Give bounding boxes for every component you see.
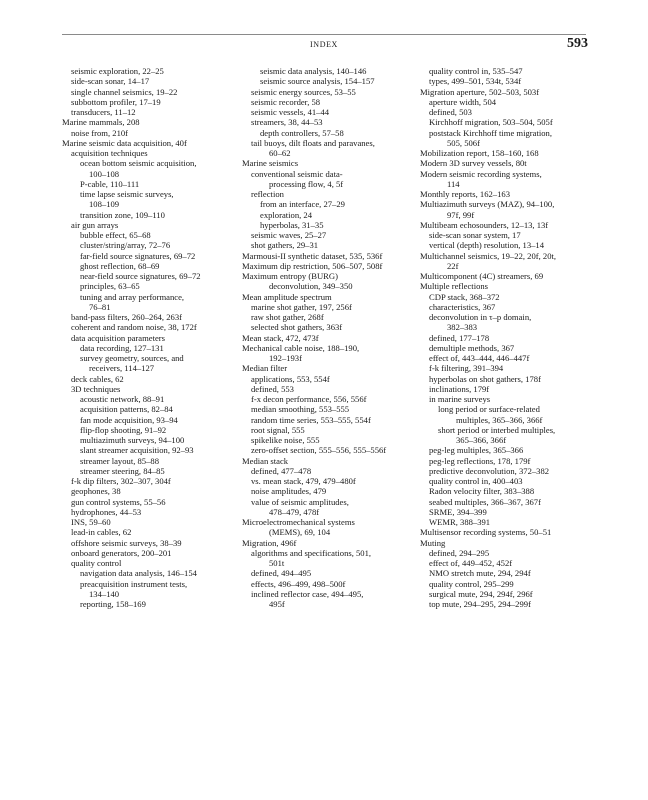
- index-entry: 505, 506f: [447, 137, 480, 148]
- index-entry: SRME, 394–399: [429, 506, 487, 517]
- index-entry: value of seismic amplitudes,: [251, 496, 349, 507]
- index-entry: f-k dip filters, 302–307, 304f: [71, 476, 171, 486]
- index-entry: defined, 477–478: [251, 465, 312, 476]
- index-entry: data acquisition parameters: [71, 332, 166, 343]
- index-entry: multiples, 365–366, 366f: [456, 414, 543, 425]
- index-entry: zero-offset section, 555–556, 555–556f: [251, 445, 387, 456]
- index-entry: short period or interbed multiples,: [438, 424, 556, 435]
- index-entry: 478–479, 478f: [269, 506, 320, 517]
- running-header: INDEX: [310, 40, 338, 49]
- index-entry: Muting: [420, 537, 446, 548]
- index-entry: 22f: [447, 260, 459, 271]
- index-column-3: [420, 66, 596, 609]
- index-entry: long period or surface-related: [438, 404, 540, 415]
- index-entry: reporting, 158–169: [80, 599, 146, 609]
- index-entry: Multichannel seismics, 19–22, 20f, 20t,: [420, 250, 557, 261]
- index-entry: top mute, 294–295, 294–299f: [429, 599, 531, 609]
- index-entry: onboard generators, 200–201: [71, 547, 172, 558]
- index-entry: deconvolution, 349–350: [269, 281, 353, 292]
- index-entry: f-x decon performance, 556, 556f: [251, 394, 367, 404]
- index-entry: Mobilization report, 158–160, 168: [420, 148, 539, 158]
- index-entry: slant streamer acquisition, 92–93: [80, 445, 194, 456]
- index-entry: side-scan sonar, 14–17: [71, 76, 150, 87]
- index-entry: WEMR, 388–391: [429, 517, 491, 527]
- index-entry: seismic waves, 25–27: [251, 230, 327, 240]
- index-entry: exploration, 24: [260, 209, 313, 220]
- index-column-2: [242, 66, 422, 609]
- index-entry: fan mode acquisition, 93–94: [80, 414, 178, 425]
- index-entry: in marine surveys: [429, 394, 491, 404]
- index-entry: defined, 494–495: [251, 568, 312, 579]
- index-entry: tuning and array performance,: [80, 291, 185, 302]
- index-entry: Mechanical cable noise, 188–190,: [242, 342, 360, 353]
- index-entry: streamers, 38, 44–53: [251, 117, 323, 128]
- index-entry: inclined reflector case, 494–495,: [251, 588, 364, 599]
- index-entry: transition zone, 109–110: [80, 209, 165, 220]
- index-entry: 495f: [269, 599, 285, 609]
- index-entry: median smoothing, 553–555: [251, 404, 350, 415]
- index-entry: noise from, 210f: [71, 127, 129, 138]
- index-entry: hyperbolas, 31–35: [260, 219, 324, 230]
- index-entry: Modern 3D survey vessels, 80t: [420, 158, 527, 169]
- index-entry: noise amplitudes, 479: [251, 486, 327, 497]
- index-entry: Migration, 496f: [242, 537, 297, 548]
- index-entry: defined, 553: [251, 383, 294, 394]
- index-entry: Multiple reflections: [420, 281, 489, 292]
- index-entry: bubble effect, 65–68: [80, 230, 151, 240]
- index-entry: 365–366, 366f: [456, 435, 507, 445]
- index-entry: vertical (depth) resolution, 13–14: [429, 240, 545, 251]
- index-entry: Multiazimuth surveys (MAZ), 94–100,: [420, 199, 555, 210]
- index-entry: seabed multiples, 366–367, 367f: [429, 496, 541, 507]
- index-entry: data recording, 127–131: [80, 342, 164, 353]
- index-entry: reflection: [251, 189, 284, 199]
- index-entry: algorithms and specifications, 501,: [251, 547, 372, 558]
- index-entry: raw shot gather, 268f: [251, 312, 324, 322]
- index-entry: seismic data analysis, 140–146: [260, 66, 367, 76]
- index-entry: Monthly reports, 162–163: [420, 189, 510, 199]
- index-entry: receivers, 114–127: [89, 363, 155, 374]
- index-entry: seismic vessels, 41–44: [251, 107, 330, 117]
- index-entry: seismic energy sources, 53–55: [251, 86, 356, 97]
- index-entry: effect of, 449–452, 452f: [429, 558, 513, 568]
- index-entry: lead-in cables, 62: [71, 527, 132, 538]
- index-entry: Marmousi-II synthetic dataset, 535, 536f: [242, 250, 383, 261]
- index-entry: root signal, 555: [251, 424, 305, 435]
- index-entry: streamer layout, 85–88: [80, 455, 159, 466]
- index-entry: poststack Kirchhoff time migration,: [429, 127, 552, 138]
- index-entry: multiazimuth surveys, 94–100: [80, 435, 185, 445]
- index-entry: Modern seismic recording systems,: [420, 168, 542, 179]
- index-entry: navigation data analysis, 146–154: [80, 568, 197, 579]
- index-entry: gun control systems, 55–56: [71, 496, 166, 507]
- index-entry: acquisition patterns, 82–84: [80, 404, 173, 415]
- index-entry: ocean bottom seismic acquisition,: [80, 158, 197, 169]
- index-entry: 97f, 99f: [447, 209, 475, 220]
- index-entry: Median filter: [242, 363, 288, 374]
- index-entry: shot gathers, 29–31: [251, 240, 319, 251]
- index-entry: marine shot gather, 197, 256f: [251, 301, 352, 312]
- index-entry: seismic exploration, 22–25: [71, 66, 164, 76]
- index-entry: Maximum dip restriction, 506–507, 508f: [242, 260, 383, 271]
- index-entry: f-k filtering, 391–394: [429, 363, 504, 374]
- index-entry: Microelectromechanical systems: [242, 517, 355, 527]
- index-entry: processing flow, 4, 5f: [269, 178, 344, 189]
- index-entry: depth controllers, 57–58: [260, 127, 344, 138]
- index-entry: 501t: [269, 558, 285, 568]
- index-entry: time lapse seismic surveys,: [80, 189, 174, 199]
- index-entry: Maximum entropy (BURG): [242, 271, 338, 281]
- header-rule: [62, 34, 586, 35]
- index-entry: air gun arrays: [71, 219, 119, 230]
- index-entry: hydrophones, 44–53: [71, 506, 142, 517]
- index-entry: 60–62: [269, 148, 291, 158]
- index-entry: seismic recorder, 58: [251, 96, 321, 107]
- index-entry: demultiple methods, 367: [429, 342, 515, 353]
- page-number: 593: [567, 36, 588, 51]
- index-entry: P-cable, 110–111: [80, 178, 140, 189]
- index-entry: 382–383: [447, 322, 478, 333]
- index-entry: Radon velocity filter, 383–388: [429, 486, 535, 497]
- index-entry: CDP stack, 368–372: [429, 291, 500, 302]
- index-entry: coherent and random noise, 38, 172f: [71, 322, 197, 333]
- index-entry: Marine seismic data acquisition, 40f: [62, 137, 187, 148]
- index-entry: tail buoys, dilt floats and paravanes,: [251, 137, 375, 148]
- index-entry: 108–109: [89, 199, 120, 210]
- index-entry: preacquisition instrument tests,: [80, 578, 188, 589]
- index-entry: acquisition techniques: [71, 148, 148, 158]
- index-entry: defined, 503: [429, 107, 472, 117]
- index-entry: Multisensor recording systems, 50–51: [420, 527, 552, 538]
- index-entry: selected shot gathers, 363f: [251, 322, 343, 333]
- index-entry: ghost reflection, 68–69: [80, 260, 160, 271]
- index-entry: transducers, 11–12: [71, 107, 136, 117]
- index-entry: from an interface, 27–29: [260, 199, 345, 210]
- index-entry: (MEMS), 69, 104: [269, 527, 331, 538]
- index-entry: geophones, 38: [71, 486, 121, 497]
- index-entry: inclinations, 179f: [429, 383, 490, 394]
- index-entry: Multibeam echosounders, 12–13, 13f: [420, 219, 549, 230]
- index-entry: 192–193f: [269, 353, 302, 363]
- index-entry: cluster/string/array, 72–76: [80, 240, 171, 251]
- index-column-1: [62, 66, 238, 609]
- index-entry: 3D techniques: [71, 383, 121, 394]
- index-entry: types, 499–501, 534t, 534f: [429, 76, 522, 87]
- index-entry: survey geometry, sources, and: [80, 353, 184, 363]
- index-entry: INS, 59–60: [71, 517, 111, 527]
- index-entry: surgical mute, 294, 294f, 296f: [429, 588, 533, 599]
- index-entry: quality control: [71, 558, 122, 568]
- index-entry: 100–108: [89, 168, 120, 179]
- index-entry: Kirchhoff migration, 503–504, 505f: [429, 117, 553, 128]
- index-entry: Migration aperture, 502–503, 503f: [420, 86, 540, 97]
- index-entry: flip-flop shooting, 91–92: [80, 424, 167, 435]
- index-entry: conventional seismic data-: [251, 168, 343, 179]
- index-entry: quality control in, 535–547: [429, 66, 523, 76]
- index-entry: acoustic network, 88–91: [80, 394, 165, 404]
- index-entry: seismic source analysis, 154–157: [260, 76, 375, 87]
- index-entry: 114: [447, 178, 460, 189]
- index-entry: far-field source signatures, 69–72: [80, 250, 196, 261]
- index-entry: effects, 496–499, 498–500f: [251, 578, 346, 589]
- index-entry: applications, 553, 554f: [251, 373, 330, 384]
- index-entry: offshore seismic surveys, 38–39: [71, 537, 182, 548]
- index-entry: aperture width, 504: [429, 96, 497, 107]
- index-entry: Marine mammals, 208: [62, 117, 140, 128]
- index-entry: deck cables, 62: [71, 373, 124, 384]
- index-entry: characteristics, 367: [429, 301, 496, 312]
- index-entry: Marine seismics: [242, 158, 299, 169]
- index-entry: vs. mean stack, 479, 479–480f: [251, 476, 356, 486]
- index-entry: 134–140: [89, 588, 120, 599]
- index-entry: peg-leg multiples, 365–366: [429, 445, 524, 456]
- index-entry: Median stack: [242, 455, 289, 466]
- index-entry: side-scan sonar system, 17: [429, 230, 521, 240]
- index-entry: principles, 63–65: [80, 281, 140, 292]
- index-entry: deconvolution in τ–p domain,: [429, 312, 532, 322]
- index-entry: Multicomponent (4C) streamers, 69: [420, 271, 544, 281]
- index-entry: subbottom profiler, 17–19: [71, 96, 161, 107]
- index-entry: Mean amplitude spectrum: [242, 291, 332, 302]
- index-entry: predictive deconvolution, 372–382: [429, 465, 550, 476]
- index-entry: spikelike noise, 555: [251, 435, 320, 445]
- index-entry: 76–81: [89, 301, 111, 312]
- index-entry: defined, 177–178: [429, 332, 490, 343]
- index-entry: band-pass filters, 260–264, 263f: [71, 312, 182, 322]
- index-entry: single channel seismics, 19–22: [71, 86, 178, 97]
- index-entry: effect of, 443–444, 446–447f: [429, 353, 530, 363]
- index-entry: streamer steering, 84–85: [80, 465, 165, 476]
- index-entry: NMO stretch mute, 294, 294f: [429, 568, 531, 579]
- index-entry: hyperbolas on shot gathers, 178f: [429, 373, 541, 384]
- index-entry: defined, 294–295: [429, 547, 490, 558]
- index-entry: near-field source signatures, 69–72: [80, 271, 201, 281]
- index-entry: quality control, 295–299: [429, 578, 514, 589]
- index-entry: quality control in, 400–403: [429, 476, 523, 486]
- index-entry: peg-leg reflections, 178, 179f: [429, 455, 531, 466]
- index-entry: random time series, 553–555, 554f: [251, 414, 371, 425]
- index-entry: Mean stack, 472, 473f: [242, 332, 319, 343]
